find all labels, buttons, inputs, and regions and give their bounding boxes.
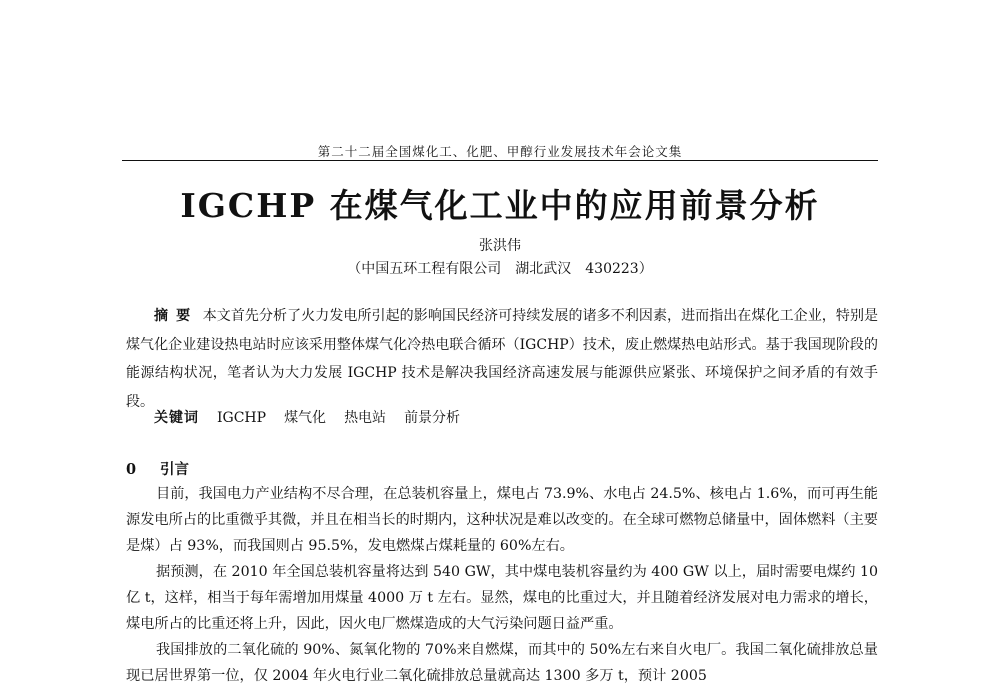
keywords xyxy=(154,407,874,427)
body-paragraph: 我国排放的二氧化硫的 90%、氮氧化物的 70%来自燃煤，而其中的 50%左右来自火电厂。我国二氧化硫排放总量现已居世界第一位，仅 2004 年火电行业二氧化硫排放总量就高达 1300 多万 t，预计 2005 xyxy=(126,642,878,684)
body-paragraph: 据预测，在 2010 年全国总装机容量将达到 540 GW，其中煤电装机容量约为 400 GW 以上，届时需要电煤约 10 亿 t，这样，相当于每年需增加用煤量 4000 万 t 左右。显然，煤电的比重过大，并且随着经济发展对电力需求的增长，煤电所占的比重还将上升，因此，因火电厂燃煤造成的大气污染问题日益严重。 xyxy=(126,564,878,632)
author-name: 张洪伟 xyxy=(479,238,521,254)
author-affiliation: （中国五环工程有限公司 湖北武汉 430223） xyxy=(347,261,653,277)
section-title: 引言 xyxy=(160,461,189,478)
keyword: 热电站 xyxy=(344,410,387,426)
abstract-label: 摘要 xyxy=(154,308,199,324)
keyword: 煤气化 xyxy=(284,410,327,426)
keyword: IGCHP xyxy=(217,410,267,426)
abstract-text: 本文首先分析了火力发电所引起的影响国民经济可持续发展的诸多不利因素，进而指出在煤化工企业，特别是煤气化企业建设热电站时应该采用整体煤气化冷热电联合循环（IGCHP）技术，废止燃煤热电站形式。基于我国现阶段的能源结构状况，笔者认为大力发展 IGCHP 技术是解决我国经济高速发展与能源供应紧张、环境保护之间矛盾的有效手段。 xyxy=(126,308,879,410)
header-rule xyxy=(122,160,878,161)
body-paragraph: 目前，我国电力产业结构不尽合理，在总装机容量上，煤电占 73.9%、水电占 24.5%、核电占 1.6%，而可再生能源发电所占的比重微乎其微，并且在相当长的时期内，这种状况是难以改变的。在全球可燃物总储量中，固体燃料（主要是煤）占 93%，而我国则占 95.5%，发电燃煤占煤耗量的 60%左右。 xyxy=(126,486,878,554)
section-number: 0 xyxy=(126,461,137,478)
paper-title: IGCHP 在煤气化工业中的应用前景分析 xyxy=(180,186,820,225)
body-text xyxy=(126,481,878,689)
running-header: 第二十二届全国煤化工、化肥、甲醇行业发展技术年会论文集 xyxy=(317,144,683,159)
section-heading xyxy=(126,458,189,479)
keyword: 前景分析 xyxy=(404,410,461,426)
abstract xyxy=(126,302,878,416)
keywords-label: 关键词 xyxy=(154,410,199,426)
